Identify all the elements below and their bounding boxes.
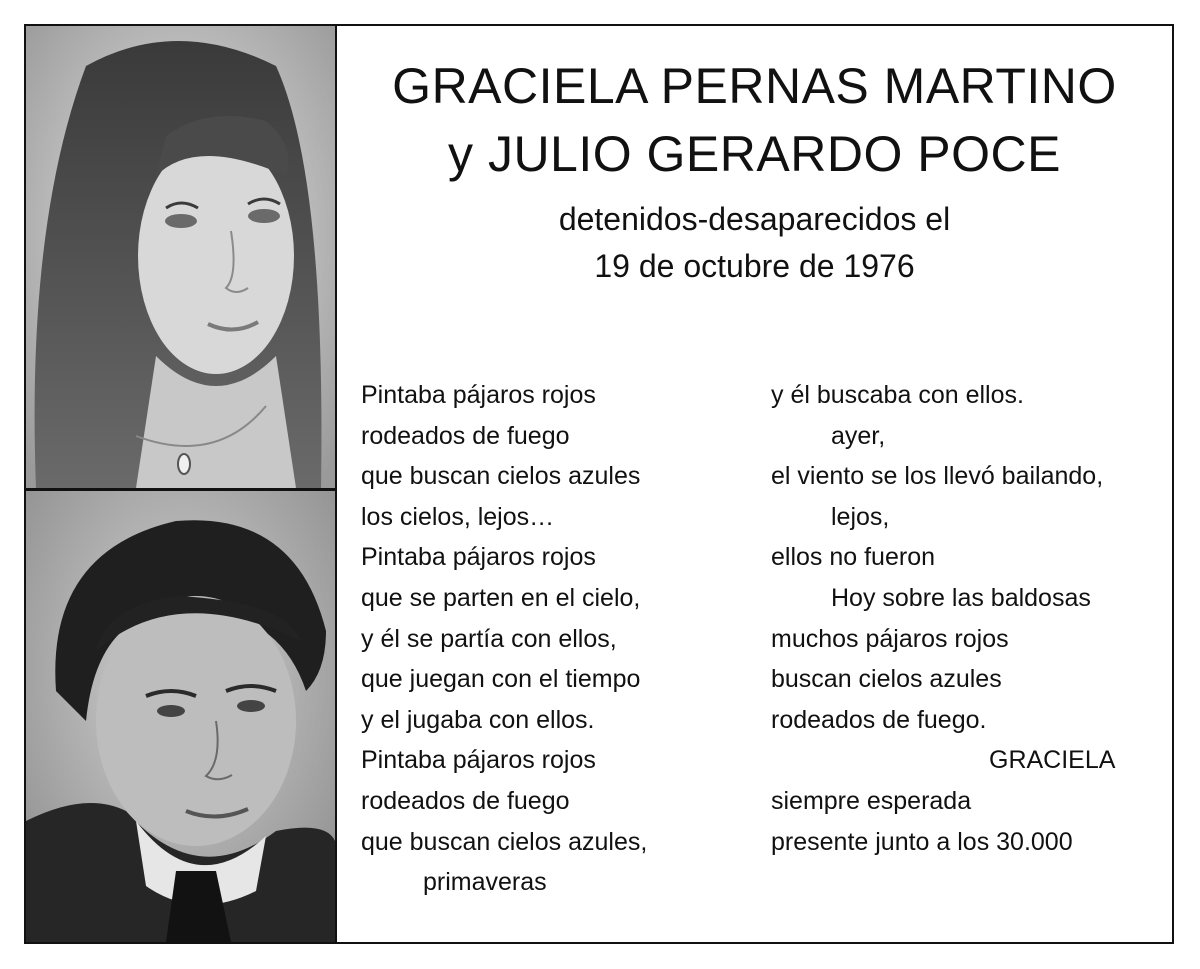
portrait-julio-image (26, 491, 335, 942)
portrait-graciela-photo (26, 26, 335, 491)
poem-line: que se parten en el cielo, (361, 583, 641, 612)
poem-line: que juegan con el tiempo (361, 665, 641, 694)
poem-line: y él se partía con ellos, (361, 624, 617, 653)
poem-line: siempre esperada (771, 786, 972, 815)
poem-right-column (771, 375, 1181, 862)
poem-line: ayer, (831, 421, 886, 450)
title-names-line1: GRACIELA PERNAS MARTINO (392, 58, 1117, 114)
poem-line: que buscan cielos azules, (361, 827, 648, 856)
photo-column (26, 26, 337, 942)
poem-line: los cielos, lejos… (361, 502, 555, 531)
poem-line: rodeados de fuego. (771, 705, 987, 734)
subtitle-date-line2: 19 de octubre de 1976 (594, 248, 915, 284)
poem-line: primaveras (423, 868, 547, 897)
poem-line: Pintaba pájaros rojos (361, 543, 596, 572)
text-column (337, 26, 1172, 942)
poem-line: rodeados de fuego (361, 421, 570, 450)
poem-line: ellos no fueron (771, 543, 936, 572)
memorial-panel (24, 24, 1174, 944)
poem-line: presente junto a los 30.000 (771, 827, 1073, 856)
subtitle-date-line1: detenidos-desaparecidos el (558, 201, 951, 237)
poem-line: buscan cielos azules (771, 665, 1002, 694)
poem-line: y él buscaba con ellos. (771, 381, 1024, 409)
poem-signature: GRACIELA (989, 746, 1116, 775)
poem-line: rodeados de fuego (361, 786, 570, 815)
portrait-julio-photo (26, 491, 335, 942)
poem-line: lejos, (831, 502, 890, 531)
poem-line: Pintaba pájaros rojos (361, 381, 596, 409)
poem-line: Hoy sobre las baldosas (831, 583, 1091, 612)
poem-line: y el jugaba con ellos. (361, 705, 595, 734)
poem-line: muchos pájaros rojos (771, 624, 1009, 653)
title-names-line2: y JULIO GERARDO POCE (448, 126, 1061, 182)
poem-left-column (361, 375, 741, 903)
poem-line: el viento se los llevó bailando, (771, 462, 1104, 491)
poem-line: que buscan cielos azules (361, 462, 641, 491)
portrait-graciela-image (26, 26, 335, 488)
poem-line: Pintaba pájaros rojos (361, 746, 596, 775)
